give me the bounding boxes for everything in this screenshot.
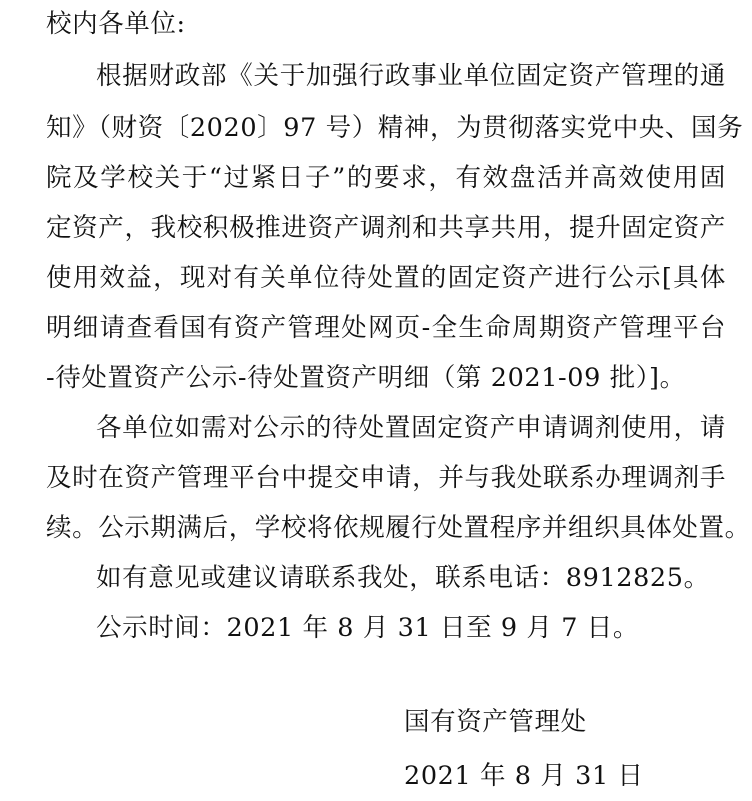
paragraph-1-line: 明细请查看国有资产管理处网页-全生命周期资产管理平台 (46, 313, 726, 343)
paragraph-2-line: 续。公示期满后，学校将依规履行处置程序并组织具体处置。 (46, 513, 751, 543)
paragraph-1-line: 定资产，我校积极推进资产调剂和共享共用，提升固定资产 (46, 213, 726, 243)
signature-date: 2021 年 8 月 31 日 (404, 761, 644, 791)
paragraph-1-line: 根据财政部《关于加强行政事业单位固定资产管理的通 (96, 61, 726, 91)
paragraph-1-line: -待处置资产公示-待处置资产明细（第 2021-09 批）]。 (46, 363, 686, 393)
salutation: 校内各单位: (46, 9, 186, 39)
paragraph-1-line: 使用效益，现对有关单位待处置的固定资产进行公示[具体 (46, 263, 726, 293)
paragraph-2-line: 各单位如需对公示的待处置固定资产申请调剂使用，请 (96, 413, 726, 443)
contact-line: 如有意见或建议请联系我处，联系电话：8912825。 (96, 563, 710, 593)
notice-period: 公示时间：2021 年 8 月 31 日至 9 月 7 日。 (96, 613, 639, 643)
signature-department: 国有资产管理处 (404, 707, 587, 737)
paragraph-2-line: 及时在资产管理平台中提交申请，并与我处联系办理调剂手 (46, 463, 726, 493)
paragraph-1-line: 知》（财资〔2020〕97 号）精神，为贯彻落实党中央、国务 (46, 113, 744, 143)
paragraph-1-line: 院及学校关于“过紧日子”的要求，有效盘活并高效使用固 (46, 163, 726, 193)
